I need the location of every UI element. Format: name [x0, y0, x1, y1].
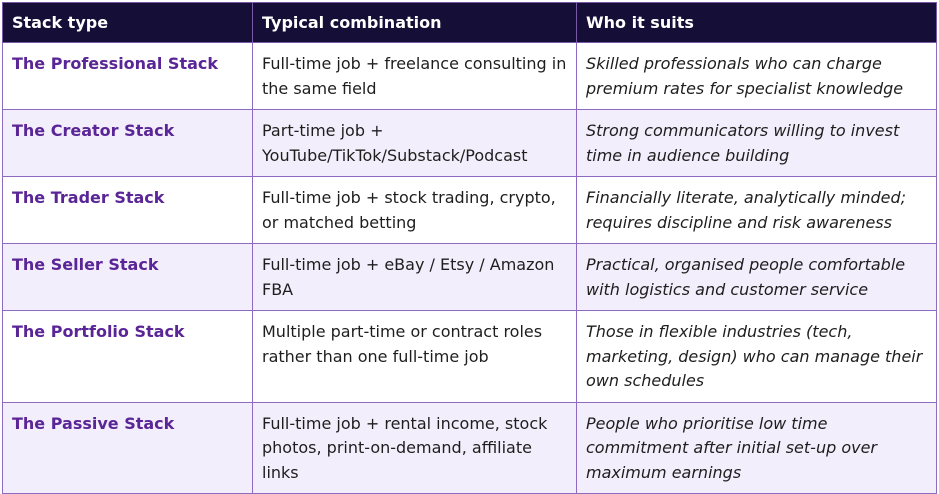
stack-suits: Skilled professionals who can charge premium rates for specialist knowledge	[577, 43, 937, 110]
stack-suits: People who prioritise low time commitment after initial set-up over maximum earnings	[577, 402, 937, 494]
stack-comparison-table	[2, 2, 937, 494]
stack-name: The Creator Stack	[3, 110, 253, 177]
stack-name: The Professional Stack	[3, 43, 253, 110]
stack-combination: Full-time job + rental income, stock photos, print-on-demand, affiliate links	[253, 402, 577, 494]
table-row	[3, 311, 937, 403]
table-row	[3, 110, 937, 177]
stack-name: The Seller Stack	[3, 244, 253, 311]
stack-combination: Part-time job + YouTube/TikTok/Substack/Podcast	[253, 110, 577, 177]
stack-combination: Multiple part-time or contract roles rather than one full-time job	[253, 311, 577, 403]
table-row	[3, 244, 937, 311]
stack-name: The Passive Stack	[3, 402, 253, 494]
header-stack-type: Stack type	[3, 3, 253, 43]
header-row	[3, 3, 937, 43]
stack-suits: Those in flexible industries (tech, marketing, design) who can manage their own schedules	[577, 311, 937, 403]
stack-combination: Full-time job + eBay / Etsy / Amazon FBA	[253, 244, 577, 311]
stack-combination: Full-time job + freelance consulting in the same field	[253, 43, 577, 110]
stack-suits: Practical, organised people comfortable with logistics and customer service	[577, 244, 937, 311]
header-typical-combination: Typical combination	[253, 3, 577, 43]
table-body	[3, 43, 937, 494]
header-who-it-suits: Who it suits	[577, 3, 937, 43]
table-header	[3, 3, 937, 43]
stack-combination: Full-time job + stock trading, crypto, or matched betting	[253, 177, 577, 244]
table-row	[3, 177, 937, 244]
stack-name: The Trader Stack	[3, 177, 253, 244]
stack-suits: Financially literate, analytically minded; requires discipline and risk awareness	[577, 177, 937, 244]
table-row	[3, 402, 937, 494]
stack-name: The Portfolio Stack	[3, 311, 253, 403]
table-row	[3, 43, 937, 110]
stack-suits: Strong communicators willing to invest time in audience building	[577, 110, 937, 177]
